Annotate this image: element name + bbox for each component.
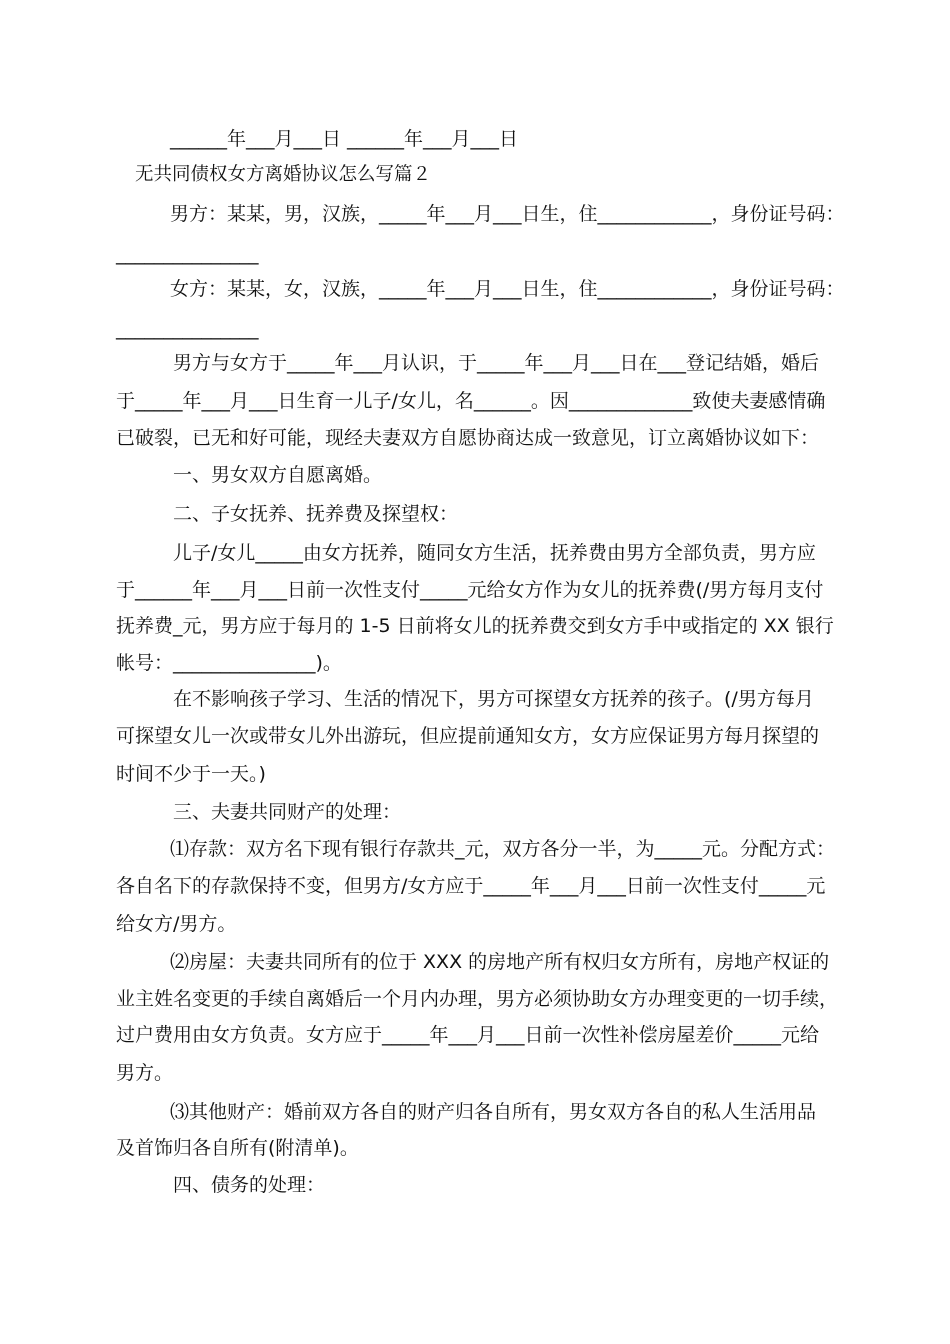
visitation-line: 时间不少于一天。): [116, 763, 266, 785]
section-heading-debts: 四、债务的处理：: [173, 1174, 326, 1196]
intro-line: 已破裂，已无和好可能，现经夫妻双方自愿协商达成一致意见，订立离婚协议如下：: [116, 427, 820, 449]
section-heading-custody: 二、子女抚养、抚养费及探望权：: [173, 503, 459, 525]
house-line: ⑵房屋：夫妻共同所有的位于 XXX 的房地产所有权归女方所有，房地产权证的: [170, 951, 830, 973]
signature-dates: ______年___月___日 ______年___月___日: [170, 128, 519, 150]
house-line: 业主姓名变更的手续自离婚后一个月内办理，男方必须协助女方办理变更的一切手续，: [116, 988, 839, 1010]
intro-line: 男方与女方于_____年___月认识，于_____年___月___日在___登记结婚，婚后: [173, 352, 820, 374]
custody-line: 抚养费_元，男方应于每月的 1-5 日前将女儿的抚养费交到女方手中或指定的 XX 银行: [116, 615, 834, 637]
deposit-line: ⑴存款：双方名下现有银行存款共_元，双方各分一半，为_____元。分配方式：: [170, 838, 836, 860]
deposit-line: 各自名下的存款保持不变，但男方/女方应于_____年___月___日前一次性支付_____元: [116, 875, 826, 897]
other-property-line: 及首饰归各自所有(附清单)。: [116, 1137, 359, 1159]
other-property-line: ⑶其他财产：婚前双方各自的财产归各自所有，男女双方各自的私人生活用品: [170, 1101, 817, 1123]
intro-line: 于_____年___月___日生育一儿子/女儿，名______。因_____________致使夫妻感情确: [116, 390, 826, 412]
custody-line: 儿子/女儿_____由女方抚养，随同女方生活，抚养费由男方全部负责，男方应: [173, 542, 816, 564]
male-party-line: 男方：某某，男，汉族，_____年___月___日生，住____________，身份证号码：: [170, 203, 845, 225]
section-heading-property: 三、夫妻共同财产的处理：: [173, 801, 402, 823]
custody-line: 于______年___月___日前一次性支付_____元给女方作为女儿的抚养费(/男方每月支付: [116, 579, 824, 601]
deposit-line: 给女方/男方。: [116, 913, 237, 935]
custody-line: 帐号：_______________)。: [116, 652, 342, 674]
house-line: 过户费用由女方负责。女方应于_____年___月___日前一次性补偿房屋差价_____元给: [116, 1024, 820, 1046]
house-line: 男方。: [116, 1062, 174, 1084]
female-party-line: 女方：某某，女，汉族，_____年___月___日生，住____________，身份证号码：: [170, 278, 845, 300]
visitation-line: 在不影响孩子学习、生活的情况下，男方可探望女方抚养的孩子。(/男方每月: [173, 688, 814, 710]
female-id-blank: _______________: [116, 318, 259, 340]
document-heading: 无共同债权女方离婚协议怎么写篇２: [135, 164, 432, 185]
visitation-line: 可探望女儿一次或带女儿外出游玩，但应提前通知女方，女方应保证男方每月探望的: [116, 725, 820, 747]
male-id-blank: _______________: [116, 243, 259, 265]
section-heading-divorce: 一、男女双方自愿离婚。: [173, 464, 383, 486]
